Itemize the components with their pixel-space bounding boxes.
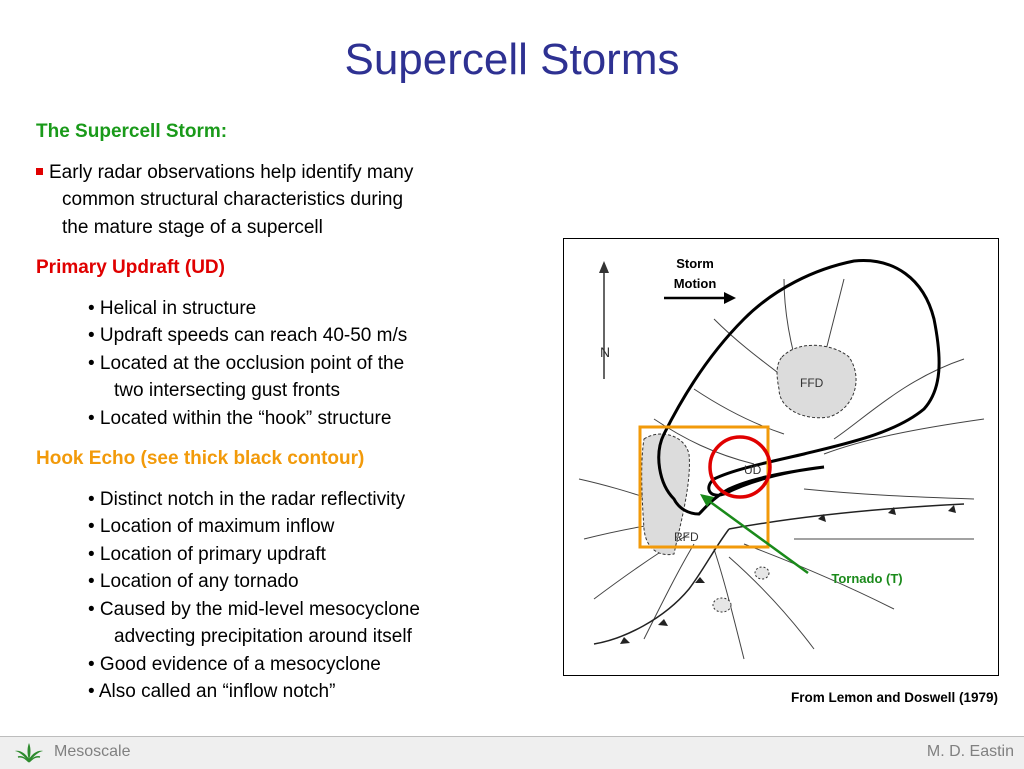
hook-bullet: • Distinct notch in the radar reflectivity <box>88 488 406 510</box>
storm-motion-line-1: Storm <box>676 256 714 271</box>
tornado-arrow-icon <box>700 494 808 573</box>
hook-bullet: • Location of primary updraft <box>88 543 326 565</box>
ffd-label: FFD <box>800 376 824 390</box>
intro-line-3: the mature stage of a supercell <box>62 216 323 238</box>
intro-line-1 <box>36 159 516 187</box>
updraft-heading: Primary Updraft (UD) <box>36 257 225 278</box>
small-cell <box>713 598 731 612</box>
intro-line-2: common structural characteristics during <box>62 189 404 210</box>
supercell-diagram <box>563 238 999 676</box>
storm-motion-label <box>659 254 731 294</box>
section-heading: The Supercell Storm: <box>36 121 228 142</box>
hook-bullet: • Location of maximum inflow <box>88 516 335 537</box>
footer-author: M. D. Eastin <box>926 743 1014 760</box>
ud-label: UD <box>744 463 762 477</box>
north-label: N <box>600 344 611 360</box>
footer-course-name: Mesoscale <box>54 743 131 760</box>
hook-bullet: • Good evidence of a mesocyclone <box>88 653 381 675</box>
leaf-logo-icon <box>12 742 46 764</box>
forward-flank-gust-front <box>729 504 964 529</box>
hook-bullet: • Caused by the mid-level mesocyclone <box>88 598 420 620</box>
updraft-bullet: • Located at the occlusion point of the <box>88 352 405 374</box>
intro-text-1: Early radar observations help identify many <box>49 161 414 183</box>
square-bullet-icon <box>36 168 43 175</box>
updraft-bullet: • Located within the “hook” structure <box>88 407 392 429</box>
north-arrow-icon <box>599 261 609 379</box>
small-cell <box>755 567 769 579</box>
figure-caption: From Lemon and Doswell (1979) <box>790 690 998 705</box>
rfd-label: RFD <box>674 530 699 544</box>
tornado-label: Tornado (T) <box>831 571 903 586</box>
updraft-bullet-continuation: two intersecting gust fronts <box>114 380 340 401</box>
hook-bullet-continuation: advecting precipitation around itself <box>114 626 412 647</box>
hook-heading: Hook Echo (see thick black contour) <box>36 448 365 469</box>
hook-bullet: • Also called an “inflow notch” <box>88 681 336 702</box>
slide-body <box>36 118 516 706</box>
updraft-bullet: • Helical in structure <box>88 297 257 319</box>
supercell-schematic <box>564 239 998 675</box>
slide-title: Supercell Storms <box>344 35 680 84</box>
hook-bullet: • Location of any tornado <box>88 571 299 592</box>
storm-motion-line-2: Motion <box>673 276 717 291</box>
slide-footer <box>0 736 1024 769</box>
updraft-bullet: • Updraft speeds can reach 40-50 m/s <box>88 325 408 346</box>
